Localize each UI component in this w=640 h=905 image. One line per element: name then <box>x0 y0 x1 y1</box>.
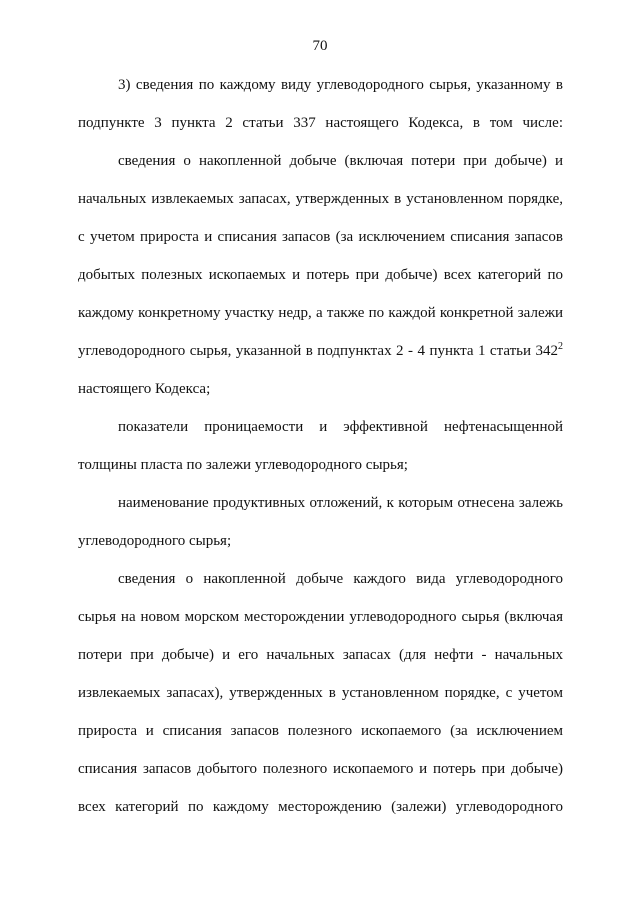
text-line: сведения о накопленной добыче каждого вида углеводородного <box>118 571 563 587</box>
text-line: добытых полезных ископаемых и потерь при добыче) всех категорий по <box>78 267 563 283</box>
text-line: потери при добыче) и его начальных запасах (для нефти - начальных <box>78 647 563 663</box>
text-line: углеводородного сырья; <box>78 533 232 549</box>
text-line-content: углеводородного сырья, указанной в подпунктах 2 - 4 пункта 1 статьи 342 <box>78 343 558 359</box>
text-line: сведения о накопленной добыче (включая потери при добыче) и <box>118 153 563 169</box>
text-line: сырья на новом морском месторождении углеводородного сырья (включая <box>78 609 563 625</box>
text-line: настоящего Кодекса; <box>78 381 211 397</box>
text-line: показатели проницаемости и эффективной нефтенасыщенной <box>118 419 563 435</box>
text-line: каждому конкретному участку недр, а также по каждой конкретной залежи <box>78 305 563 321</box>
superscript: 2 <box>558 341 563 352</box>
text-line: извлекаемых запасах), утвержденных в установленном порядке, с учетом <box>78 685 563 701</box>
text-line: списания запасов добытого полезного ископаемого и потерь при добыче) <box>78 761 563 777</box>
text-line <box>78 342 563 360</box>
text-line: подпункте 3 пункта 2 статьи 337 настоящего Кодекса, в том числе: <box>78 115 563 131</box>
text-line: 3) сведения по каждому виду углеводородного сырья, указанному в <box>118 77 563 93</box>
text-line: с учетом прироста и списания запасов (за исключением списания запасов <box>78 229 563 245</box>
page-number: 70 <box>312 38 328 54</box>
text-line: наименование продуктивных отложений, к которым отнесена залежь <box>118 495 563 511</box>
text-line: всех категорий по каждому месторождению (залежи) углеводородного <box>78 799 563 815</box>
text-line: прироста и списания запасов полезного ископаемого (за исключением <box>78 723 563 739</box>
text-line: начальных извлекаемых запасах, утвержденных в установленном порядке, <box>78 191 563 207</box>
text-line: толщины пласта по залежи углеводородного сырья; <box>78 457 408 473</box>
